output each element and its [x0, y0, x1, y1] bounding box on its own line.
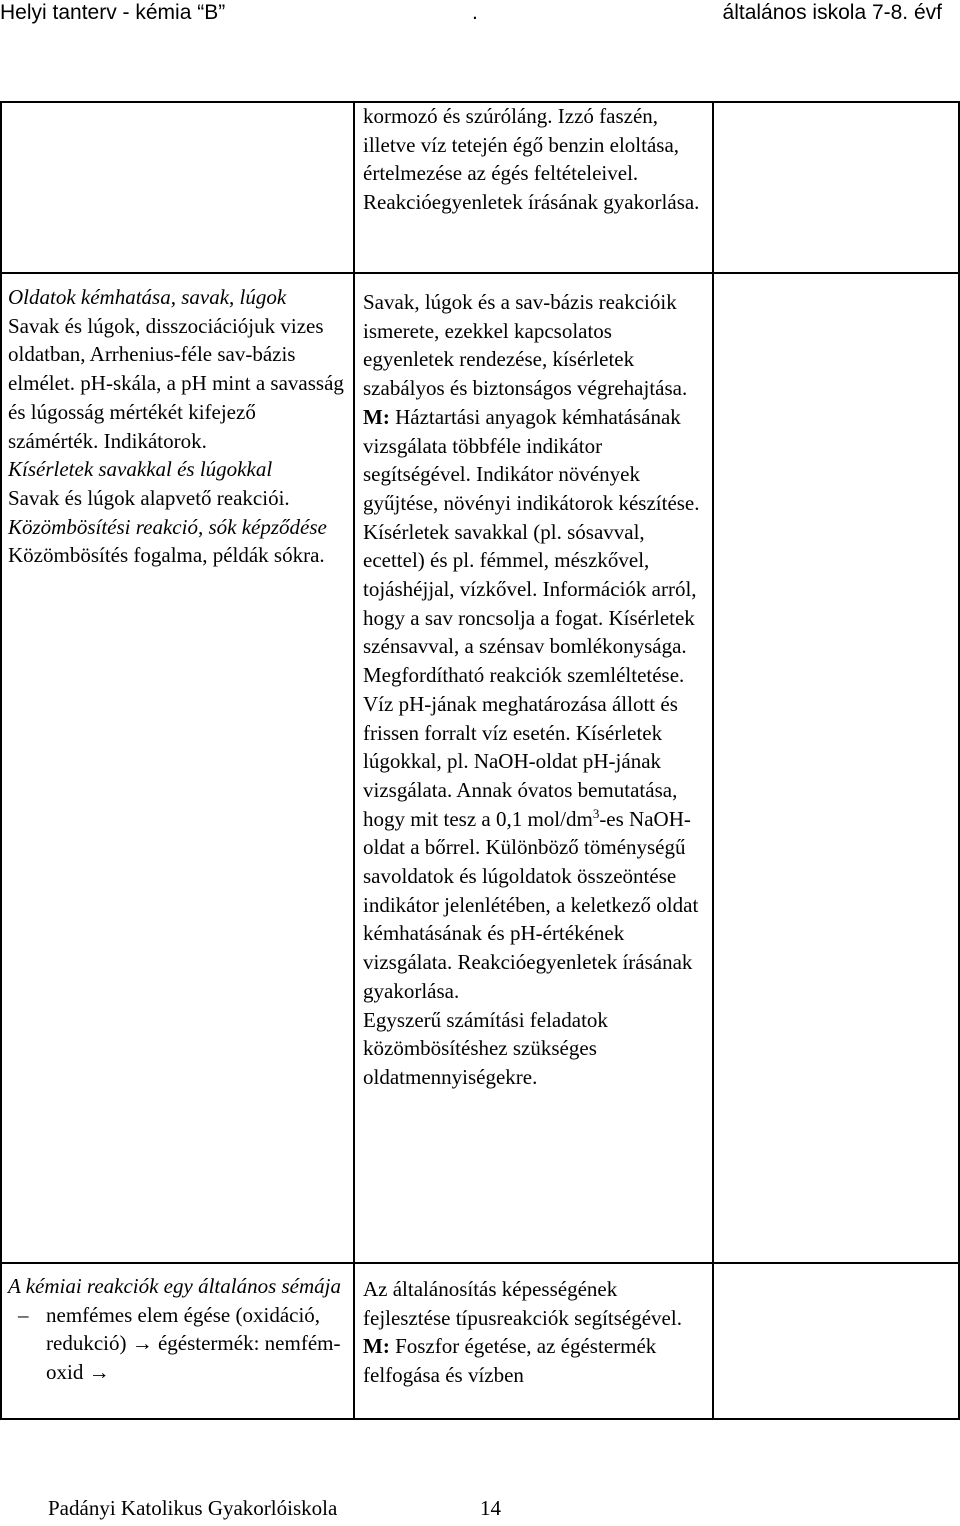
list-item [8, 1301, 348, 1387]
page-number: 14 [480, 1496, 501, 1520]
superscript-3: 3 [592, 805, 600, 821]
topic-text-neutralization: Közömbösítés fogalma, példák sókra. [8, 543, 325, 568]
topic-title-experiments: Kísérletek savakkal és lúgokkal [8, 457, 273, 482]
activity-text-combustion: kormozó és szúróláng. Izzó faszén, illetve víz tetején égő benzin eloltása, értelmezése az égés feltételeivel. Reakcióegyenletek írásának gyakorlása. [363, 104, 700, 215]
header-school-level: általános iskola 7-8. évf [722, 1, 942, 24]
topic-title-reaction-scheme: A kémiai reakciók egy általános sémája [8, 1274, 341, 1298]
list-item-text: nemfémes elem égése (oxidáció, redukció) → égéstermék: nemfém-oxid → [46, 1302, 341, 1385]
activity-text-calculations: Egyszerű számítási feladatok közömbösítéshez szükséges oldatmennyiségekre. [363, 1007, 608, 1089]
topic-title-neutralization: Közömbösítési reakció, sók képződése [8, 514, 327, 539]
method-text: Foszfor égetése, az égéstermék felfogása és vízben [363, 1334, 657, 1388]
topic-cell-reaction-scheme [8, 1272, 348, 1387]
topic-text-solutions: Savak és lúgok, disszociációjuk vizes oldatban, Arrhenius-féle sav-bázis elmélet. pH-skála, a pH mint a savasság és lúgosság mértékét kifejező számérték. Indikátorok. [8, 313, 344, 453]
activity-text-methods [363, 403, 707, 1006]
method-label: M: [363, 1334, 390, 1359]
dash-bullet: – [18, 1302, 29, 1327]
activity-text-phosphorus [363, 1332, 707, 1389]
activity-cell-acids-bases [363, 288, 707, 1092]
method-text-b: -es NaOH-oldat a bőrrel. Különböző töménységű savoldatok és lúgoldatok összeöntése indikátor jelenlétében, a keletkező oldat kémhatásának és pH-értékének vizsgálata. Reakcióegyenletek írásának gyakorlása. [363, 806, 699, 1003]
method-text-a: Háztartási anyagok kémhatásának vizsgálata többféle indikátor segítségével. Indikátor növények gyűjtése, növényi indikátorok készítése. Kísérletek savakkal (pl. sósavval, ecettel) és pl. fémmel, mészkővel, tojáshéjjal, vízkővel. Információk arról, hogy a sav roncsolja a fogat. Kísérletek szénsavval, a szénsav bomlékonysága. Megfordítható reakciók szemléltetése. Víz pH-jának meghatározása állott és frissen forralt víz esetén. Kísérletek lúgokkal, pl. NaOH-oldat pH-jának vizsgálata. Annak óvatos bemutatása, hogy mit tesz a 0,1 mol/dm [363, 404, 700, 831]
header-title: Helyi tanterv - kémia “B” [0, 1, 226, 24]
topic-text-experiments: Savak és lúgok alapvető reakciói. [8, 485, 290, 510]
activity-text-generalization: Az általánosítás képességének fejlesztése típusreakciók segítségével. [363, 1277, 682, 1330]
activity-cell-combustion [363, 102, 707, 217]
activity-cell-reaction-scheme [363, 1275, 707, 1390]
header-dot: . [472, 1, 478, 24]
topic-cell-acids-bases [8, 283, 348, 570]
method-label: M: [363, 404, 390, 429]
footer-school: Padányi Katolikus Gyakorlóiskola [48, 1496, 338, 1520]
topic-title-solutions: Oldatok kémhatása, savak, lúgok [8, 285, 287, 309]
activity-text-goals: Savak, lúgok és a sav-bázis reakcióik ismerete, ezekkel kapcsolatos egyenletek rendezése, kísérletek szabályos és biztonságos végrehajtása. [363, 290, 688, 401]
